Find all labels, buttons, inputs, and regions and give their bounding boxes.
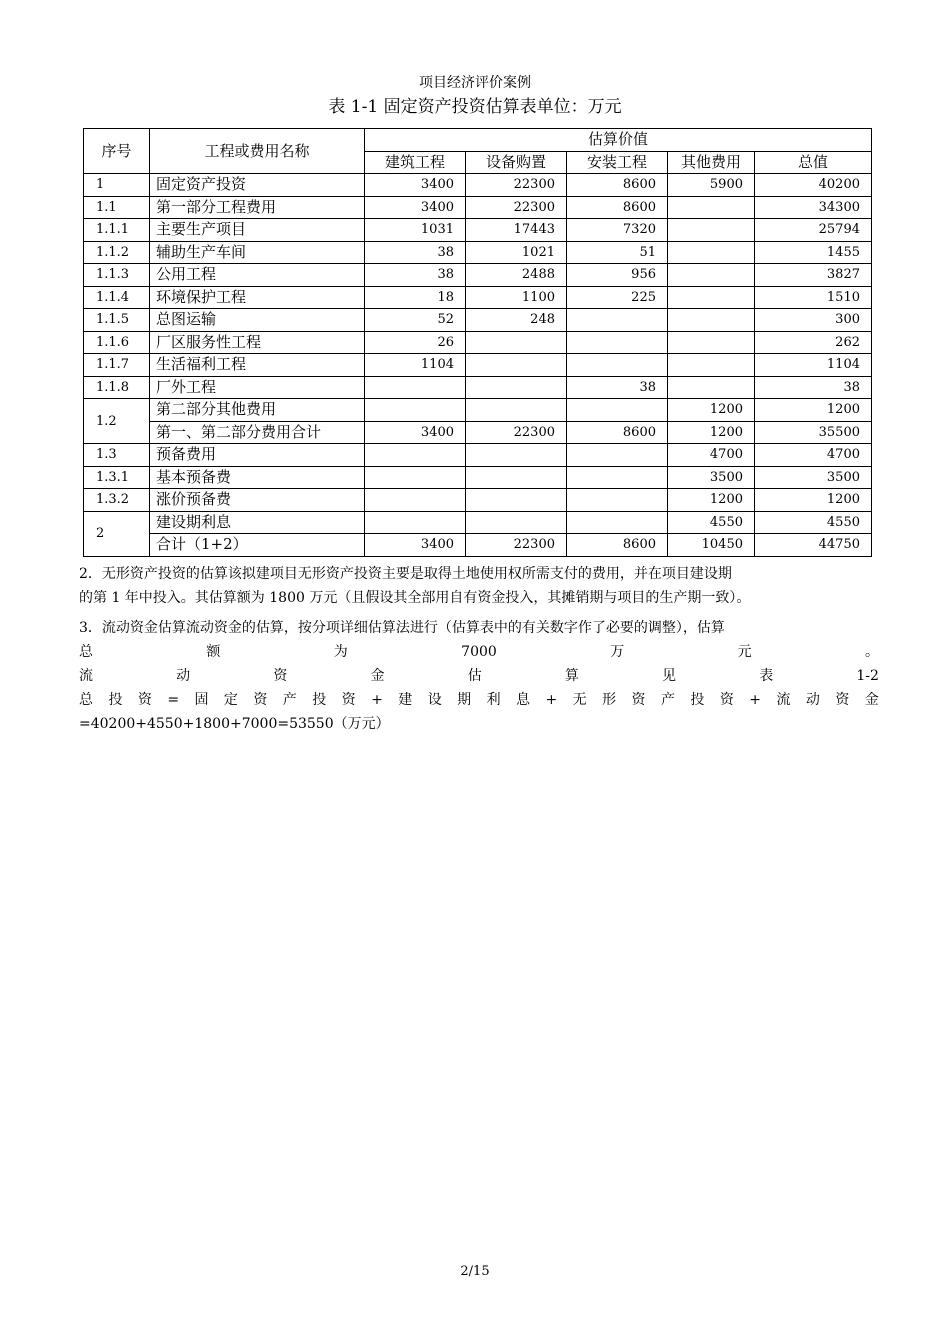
word: 资 (631, 692, 646, 708)
cell-equipment: 248 (466, 309, 567, 332)
cell-construction (365, 444, 466, 467)
cell-total: 262 (755, 331, 872, 354)
cell-total: 44750 (755, 534, 872, 557)
text-line: 3．流动资金估算流动资金的估算，按分项详细估算法进行（估算表中的有关数字作了必要的调整），估算 (79, 620, 725, 636)
cell-installation (567, 511, 668, 534)
row-name: 厂外工程 (150, 376, 365, 399)
table-row (84, 241, 872, 264)
word: 资 (137, 692, 152, 708)
header-other: 其他费用 (668, 151, 755, 174)
table-row (84, 219, 872, 242)
word: 估 (467, 668, 482, 684)
cell-construction: 1104 (365, 354, 466, 377)
cell-other (668, 354, 755, 377)
row-seq: 1.1.4 (84, 286, 150, 309)
header-name: 工程或费用名称 (150, 129, 365, 174)
row-name: 公用工程 (150, 264, 365, 287)
cell-other (668, 331, 755, 354)
cell-equipment (466, 444, 567, 467)
cell-construction: 52 (365, 309, 466, 332)
word: 息 (516, 692, 531, 708)
cell-construction: 3400 (365, 196, 466, 219)
cell-equipment: 17443 (466, 219, 567, 242)
fixed-asset-estimate-table (83, 128, 872, 557)
cell-other: 4700 (668, 444, 755, 467)
row-name: 预备费用 (150, 444, 365, 467)
cell-construction (365, 376, 466, 399)
table-row (84, 444, 872, 467)
word: 资 (719, 692, 734, 708)
cell-total: 1510 (755, 286, 872, 309)
cell-total: 35500 (755, 421, 872, 444)
word: 万 (610, 644, 625, 660)
cell-other (668, 309, 755, 332)
cell-total: 4550 (755, 511, 872, 534)
cell-other (668, 241, 755, 264)
row-name: 固定资产投资 (150, 174, 365, 197)
row-seq: 1.1.8 (84, 376, 150, 399)
row-seq: 1.3 (84, 444, 150, 467)
cell-total: 1200 (755, 399, 872, 422)
row-name: 生活福利工程 (150, 354, 365, 377)
text-line: 2．无形资产投资的估算该拟建项目无形资产投资主要是取得土地使用权所需支付的费用，并在项目建设期 (79, 566, 732, 582)
cell-construction: 18 (365, 286, 466, 309)
cell-equipment: 1021 (466, 241, 567, 264)
row-name: 辅助生产车间 (150, 241, 365, 264)
cell-equipment (466, 354, 567, 377)
word: + (545, 692, 558, 708)
word: 金 (370, 668, 385, 684)
header-estimate-group: 估算价值 (365, 129, 872, 152)
cell-other (668, 286, 755, 309)
text-line: =40200+4550+1800+7000=53550（万元） (79, 716, 390, 732)
word: 定 (223, 692, 238, 708)
word: 利 (486, 692, 501, 708)
word: 资 (341, 692, 356, 708)
word: 算 (564, 668, 579, 684)
table-row (84, 511, 872, 534)
word: 资 (835, 692, 850, 708)
cell-other (668, 196, 755, 219)
table-row (84, 376, 872, 399)
table-row (84, 489, 872, 512)
cell-total: 1455 (755, 241, 872, 264)
text-line: 的第 1 年中投入。其估算额为 1800 万元（且假设其全部用自有资金投入，其摊销期与项目的生产期一致）。 (79, 590, 751, 606)
row-name: 总图运输 (150, 309, 365, 332)
cell-total: 3500 (755, 466, 872, 489)
cell-equipment (466, 466, 567, 489)
table-row (84, 309, 872, 332)
cell-installation (567, 354, 668, 377)
word: 总 (79, 692, 93, 708)
cell-other: 1200 (668, 421, 755, 444)
cell-construction (365, 466, 466, 489)
cell-equipment (466, 331, 567, 354)
row-name: 合计（1+2） (150, 534, 365, 557)
word: 产 (660, 692, 675, 708)
paragraph-intangible-assets (79, 562, 879, 610)
text-line-justified (79, 664, 879, 688)
cell-other: 1200 (668, 489, 755, 512)
word: 7000 (461, 644, 497, 660)
cell-equipment (466, 489, 567, 512)
cell-installation: 956 (567, 264, 668, 287)
row-seq: 1.1.6 (84, 331, 150, 354)
cell-total: 1104 (755, 354, 872, 377)
word: 建 (398, 692, 413, 708)
cell-construction: 3400 (365, 174, 466, 197)
cell-construction (365, 489, 466, 512)
cell-other: 10450 (668, 534, 755, 557)
word: 无 (572, 692, 587, 708)
cell-other: 3500 (668, 466, 755, 489)
word: 动 (176, 668, 191, 684)
word: 表 (759, 668, 774, 684)
cell-equipment: 22300 (466, 534, 567, 557)
cell-installation: 225 (567, 286, 668, 309)
word: 为 (333, 644, 348, 660)
table-row (84, 421, 872, 444)
row-seq: 2 (84, 511, 150, 556)
cell-installation (567, 309, 668, 332)
word: 资 (273, 668, 288, 684)
cell-installation: 8600 (567, 421, 668, 444)
word: 动 (805, 692, 820, 708)
cell-equipment (466, 511, 567, 534)
cell-other (668, 219, 755, 242)
word: 期 (457, 692, 472, 708)
word: 固 (194, 692, 209, 708)
header-installation: 安装工程 (567, 151, 668, 174)
header-seq: 序号 (84, 129, 150, 174)
word: 金 (864, 692, 879, 708)
row-name: 第一部分工程费用 (150, 196, 365, 219)
cell-other (668, 264, 755, 287)
table-row (84, 399, 872, 422)
cell-installation: 8600 (567, 174, 668, 197)
cell-installation: 38 (567, 376, 668, 399)
cell-equipment: 1100 (466, 286, 567, 309)
cell-installation (567, 331, 668, 354)
word: 流 (79, 668, 93, 684)
cell-installation: 8600 (567, 196, 668, 219)
cell-equipment: 22300 (466, 174, 567, 197)
cell-construction: 26 (365, 331, 466, 354)
cell-total: 1200 (755, 489, 872, 512)
cell-total: 40200 (755, 174, 872, 197)
row-name: 涨价预备费 (150, 489, 365, 512)
cell-construction: 3400 (365, 534, 466, 557)
cell-construction: 38 (365, 241, 466, 264)
row-name: 第一、第二部分费用合计 (150, 421, 365, 444)
row-seq: 1 (84, 174, 150, 197)
table-row (84, 331, 872, 354)
cell-total: 3827 (755, 264, 872, 287)
row-seq: 1.1.3 (84, 264, 150, 287)
cell-equipment (466, 376, 567, 399)
word: 总 (79, 644, 93, 660)
row-name: 环境保护工程 (150, 286, 365, 309)
cell-construction: 38 (365, 264, 466, 287)
header-equipment: 设备购置 (466, 151, 567, 174)
row-seq: 1.3.2 (84, 489, 150, 512)
table-row (84, 174, 872, 197)
paragraph-working-capital (79, 616, 879, 736)
cell-other (668, 376, 755, 399)
table-row (84, 354, 872, 377)
word: 。 (864, 644, 879, 660)
row-name: 厂区服务性工程 (150, 331, 365, 354)
cell-installation (567, 466, 668, 489)
word: 产 (282, 692, 297, 708)
table-header-row (84, 129, 872, 152)
row-name: 建设期利息 (150, 511, 365, 534)
cell-other: 1200 (668, 399, 755, 422)
word: + (371, 692, 383, 708)
row-seq: 1.3.1 (84, 466, 150, 489)
cell-total: 34300 (755, 196, 872, 219)
row-seq: 1.1.1 (84, 219, 150, 242)
cell-installation: 51 (567, 241, 668, 264)
page-number: 2/15 (460, 1264, 490, 1279)
table-row (84, 466, 872, 489)
text-line-justified (79, 688, 879, 712)
document-title: 项目经济评价案例 (419, 75, 531, 91)
cell-equipment: 22300 (466, 196, 567, 219)
word: 资 (253, 692, 268, 708)
cell-other: 4550 (668, 511, 755, 534)
table-row (84, 534, 872, 557)
word: 元 (737, 644, 752, 660)
cell-construction: 3400 (365, 421, 466, 444)
table-row (84, 196, 872, 219)
cell-other: 5900 (668, 174, 755, 197)
cell-construction (365, 399, 466, 422)
header-total: 总值 (755, 151, 872, 174)
header-construction: 建筑工程 (365, 151, 466, 174)
table-row (84, 286, 872, 309)
cell-construction: 1031 (365, 219, 466, 242)
word: = (167, 692, 180, 708)
cell-equipment: 22300 (466, 421, 567, 444)
cell-construction (365, 511, 466, 534)
cell-installation (567, 444, 668, 467)
word: 设 (427, 692, 442, 708)
row-name: 第二部分其他费用 (150, 399, 365, 422)
cell-equipment: 2488 (466, 264, 567, 287)
table-caption: 表 1-1 固定资产投资估算表单位：万元 (328, 97, 622, 117)
cell-installation: 8600 (567, 534, 668, 557)
table-row (84, 264, 872, 287)
row-seq: 1.1 (84, 196, 150, 219)
cell-total: 300 (755, 309, 872, 332)
word: 额 (206, 644, 221, 660)
word: 投 (690, 692, 705, 708)
word: 见 (662, 668, 677, 684)
word: 投 (108, 692, 123, 708)
cell-equipment (466, 399, 567, 422)
word: 形 (602, 692, 617, 708)
row-seq: 1.1.2 (84, 241, 150, 264)
row-name: 主要生产项目 (150, 219, 365, 242)
word: + (749, 692, 761, 708)
cell-installation: 7320 (567, 219, 668, 242)
cell-total: 38 (755, 376, 872, 399)
row-name: 基本预备费 (150, 466, 365, 489)
cell-total: 25794 (755, 219, 872, 242)
word: 流 (776, 692, 791, 708)
word: 投 (312, 692, 327, 708)
cell-total: 4700 (755, 444, 872, 467)
row-seq: 1.2 (84, 399, 150, 444)
row-seq: 1.1.5 (84, 309, 150, 332)
text-line-justified (79, 640, 879, 664)
cell-installation (567, 399, 668, 422)
word: 1-2 (856, 668, 879, 684)
cell-installation (567, 489, 668, 512)
row-seq: 1.1.7 (84, 354, 150, 377)
